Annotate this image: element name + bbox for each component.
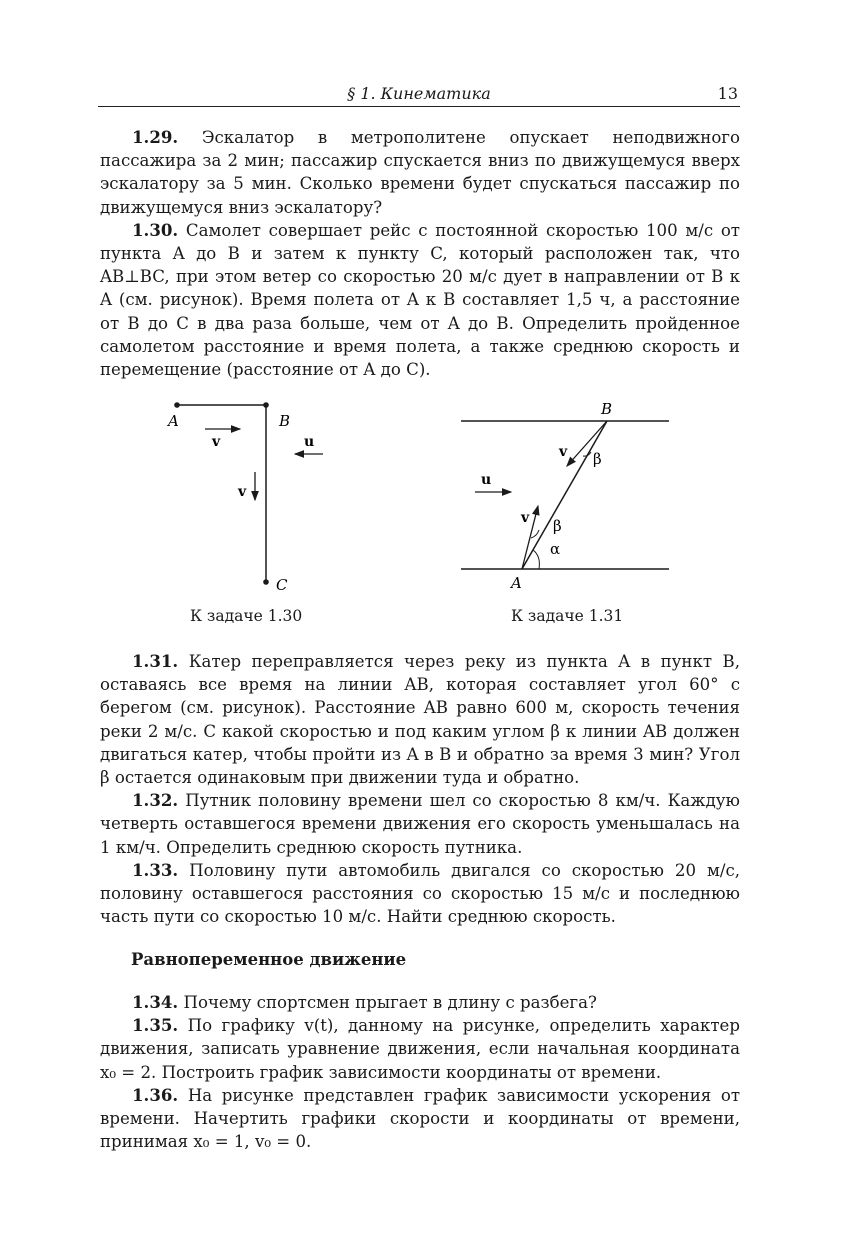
- label-v1: v: [212, 434, 221, 450]
- problem-1-33: 1.33. Половину пути автомобиль двигался со скоростью 20 м/с, половину оставшегося расстояния со скоростью 15 м/с и последнюю часть пути со скоростью 10 м/с. Найти среднюю скорость.: [100, 859, 741, 927]
- label-u: u: [304, 434, 315, 450]
- header-rule: [98, 106, 740, 107]
- problems-bottom: [100, 991, 740, 1153]
- label-a: A: [511, 574, 522, 592]
- label-beta-lower: β: [553, 517, 562, 535]
- problem-1-32: 1.32. Путник половину времени шел со скоростью 8 км/ч. Каждую четверть оставшегося времени движения его скорость уменьшалась на 1 км/ч. Определить среднюю скорость путника.: [100, 790, 740, 857]
- label-v2: v: [238, 484, 247, 500]
- label-beta-upper: β: [593, 450, 602, 468]
- problem-1-31: 1.31. Катер переправляется через реку из пункта A в пункт B, оставаясь все время на линии AB, которая составляет угол 60° с берегом (см. рисунок). Расстояние AB равно 600 м, скорость течения реки 2 м/с. С какой скоростью и под каким углом β к линии AB должен двигаться катер, чтобы пройти из A в B и обратно за время 3 мин? Угол β остается одинаковым при движении туда и обратно.: [100, 651, 740, 788]
- problem-1-34: 1.34. Почему спортсмен прыгает в длину с разбега?: [132, 992, 597, 1012]
- label-b: B: [601, 400, 613, 418]
- section-title: § 1. Кинематика: [347, 84, 491, 103]
- point-b: [263, 402, 269, 408]
- page-number: 13: [717, 84, 738, 103]
- running-header: [98, 84, 740, 106]
- figure-1-31: [455, 396, 675, 596]
- problems-mid: [100, 650, 740, 928]
- problems-top: [100, 126, 740, 381]
- label-v-upper: v: [559, 444, 568, 460]
- label-a: A: [168, 412, 179, 430]
- subsection-heading: Равнопеременное движение: [131, 950, 407, 969]
- angle-beta-upper: [583, 452, 591, 456]
- problem-1-29: 1.29. Эскалатор в метрополитене опускает неподвижного пассажира за 2 мин; пассажир спускается вниз по движущемуся вверх эскалатору за 5 мин. Сколько времени будет спускаться пассажир по движущемуся вниз эскалатору?: [100, 127, 740, 217]
- point-c: [263, 579, 269, 585]
- angle-alpha: [533, 550, 539, 569]
- label-b: B: [279, 412, 291, 430]
- caption-1-30: К задаче 1.30: [190, 607, 303, 625]
- label-v-lower: v: [521, 510, 530, 526]
- label-c: C: [276, 576, 288, 594]
- point-a: [174, 402, 180, 408]
- problem-1-35: 1.35. По графику v(t), данному на рисунке, определить характер движения, записать уравнение движения, если начальная координата x₀ = 2. Построить график зависимости координаты от времени.: [100, 1015, 740, 1082]
- label-u: u: [481, 472, 492, 488]
- problem-1-36: 1.36. На рисунке представлен график зависимости ускорения от времени. Начертить графики скорости и координаты от времени, принимая x₀ = 1, v₀ = 0.: [100, 1084, 740, 1152]
- figure-1-30: [160, 396, 340, 601]
- label-alpha: α: [550, 540, 561, 558]
- problem-1-30: 1.30. Самолет совершает рейс с постоянной скоростью 100 м/с от пункта A до B и затем к пункту C, который расположен так, что AB⊥BC, при этом ветер со скоростью 20 м/с дует в направлении от B к A (см. рисунок). Время полета от A к B составляет 1,5 ч, а расстояние от B до C в два раза больше, чем от A до B. Определить пройденное самолетом расстояние и время полета, а также среднюю скорость и перемещение (расстояние от A до C).: [100, 219, 740, 380]
- caption-1-31: К задаче 1.31: [511, 607, 624, 625]
